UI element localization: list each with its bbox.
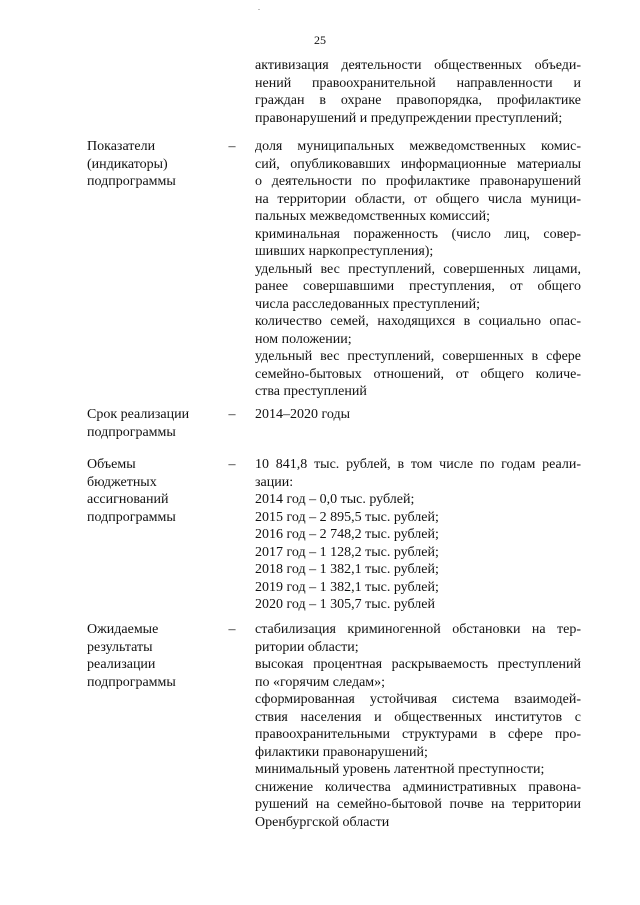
section-value-line: 2015 год – 2 895,5 тыс. рублей;: [255, 509, 439, 525]
section-value-line: семейно-бытовых отношений, от общего количе-: [255, 366, 581, 382]
section-value-line: филактики правонарушений;: [255, 744, 428, 760]
section-value: [255, 406, 581, 424]
section-label-line: (индикаторы): [87, 156, 168, 172]
intro-paragraph: [255, 57, 581, 127]
section-value-line: минимальный уровень латентной преступности;: [255, 762, 545, 777]
section-value: [255, 138, 581, 401]
section-value-line: зации:: [255, 474, 294, 490]
section-value-line: криминальная пораженность (число лиц, совер-: [255, 226, 581, 242]
dash-separator: –: [228, 139, 236, 154]
dash-separator: –: [228, 457, 236, 472]
section-label: [87, 621, 217, 691]
section-value-line: правоохранительными структурами в сфере про-: [255, 727, 581, 742]
intro-line: активизация деятельности общественных объеди-: [255, 58, 581, 73]
section-label-line: Объемы: [87, 457, 136, 472]
section-label: [87, 456, 217, 526]
section-label-line: бюджетных: [87, 474, 157, 490]
section-value-line: на территории области, от общего числа муници-: [255, 191, 581, 207]
section-value-line: рушений на семейно-бытовой почве на территории: [255, 797, 581, 812]
section-value-line: сий, опубликовавших информационные материалы: [255, 156, 581, 172]
section-label-line: реализации: [87, 657, 156, 672]
section-value-line: снижение количества административных правона-: [255, 779, 581, 795]
section-value-line: доля муниципальных межведомственных комис-: [255, 139, 581, 154]
section-value-line: удельный вес преступлений, совершенных лицами,: [255, 261, 581, 277]
section-value-line: сформированная устойчивая система взаимодей-: [255, 692, 581, 707]
intro-line: правонарушений и предупреждении преступлений;: [255, 110, 563, 126]
intro-line: граждан в охране правопорядка, профилактике: [255, 93, 581, 108]
section-value-line: по «горячим следам»;: [255, 674, 386, 690]
section-label-line: результаты: [87, 639, 153, 655]
section-value-line: о деятельности по профилактике правонарушений: [255, 174, 581, 189]
section-label-line: Показатели: [87, 139, 156, 154]
section-value-line: ства преступлений: [255, 384, 367, 399]
section-label-line: Ожидаемые: [87, 622, 159, 637]
section-label-line: подпрограммы: [87, 674, 176, 690]
section-value-line: количество семей, находящихся в социально опас-: [255, 314, 581, 329]
section-label: [87, 138, 217, 191]
section-value-line: пальных межведомственных комиссий;: [255, 209, 491, 224]
section-value-line: 2016 год – 2 748,2 тыс. рублей;: [255, 527, 439, 542]
page-number: 25: [314, 33, 326, 47]
section-value-line: ритории области;: [255, 639, 359, 655]
section-label-line: Срок реализации: [87, 407, 190, 422]
section-value-line: Оренбургской области: [255, 814, 390, 830]
section-value: [255, 456, 581, 614]
section-value-line: 10 841,8 тыс. рублей, в том числе по годам реали-: [255, 457, 581, 472]
section-value-line: 2018 год – 1 382,1 тыс. рублей;: [255, 562, 439, 577]
section-value-line: удельный вес преступлений, совершенных в сфере: [255, 349, 581, 364]
section-value-line: 2014–2020 годы: [255, 407, 351, 422]
dash-separator: –: [228, 622, 236, 637]
section-label: [87, 406, 217, 441]
section-value-line: 2014 год – 0,0 тыс. рублей;: [255, 492, 415, 507]
top-mark: .: [258, 3, 260, 12]
section-value-line: высокая процентная раскрываемость преступлений: [255, 657, 581, 672]
dash-separator: –: [228, 407, 236, 422]
section-value: [255, 621, 581, 831]
section-value-line: 2017 год – 1 128,2 тыс. рублей;: [255, 544, 439, 560]
section-label-line: подпрограммы: [87, 509, 176, 525]
section-value-line: ствия населения и общественных институтов с: [255, 709, 581, 725]
section-label-line: подпрограммы: [87, 424, 176, 440]
section-value-line: шивших наркопреступления);: [255, 244, 434, 259]
intro-line: нений правоохранительной направленности и: [255, 75, 581, 91]
section-value-line: ранее совершавшими преступления, от общего: [255, 279, 581, 294]
section-value-line: стабилизация криминогенной обстановки на тер-: [255, 622, 581, 637]
section-value-line: числа расследованных преступлений;: [255, 296, 481, 312]
section-value-line: ном положении;: [255, 331, 352, 347]
section-label-line: подпрограммы: [87, 174, 176, 189]
section-label-line: ассигнований: [87, 492, 169, 507]
section-value-line: 2019 год – 1 382,1 тыс. рублей;: [255, 579, 439, 595]
section-value-line: 2020 год – 1 305,7 тыс. рублей: [255, 597, 435, 612]
